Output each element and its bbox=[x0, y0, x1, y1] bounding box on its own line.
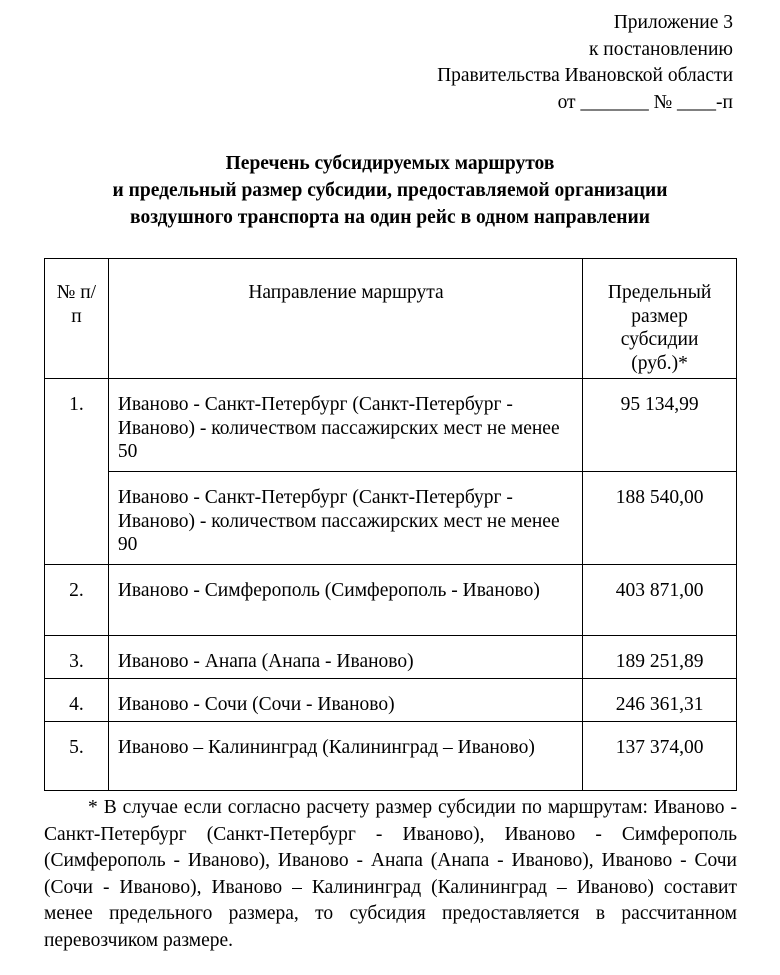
appendix-label: Приложение 3 bbox=[613, 12, 733, 33]
header-amount: Предельный размер субсидии (руб.)* bbox=[583, 259, 737, 379]
row-num: 3. bbox=[45, 636, 109, 679]
row-amount: 95 134,99 bbox=[583, 379, 737, 472]
table-row bbox=[45, 472, 737, 565]
routes-table bbox=[44, 258, 737, 791]
table-row bbox=[45, 636, 737, 679]
title-line-3: воздушного транспорта на один рейс в одном направлении bbox=[130, 207, 650, 228]
row-route: Иваново – Калининград (Калининград – Иваново) bbox=[108, 722, 582, 791]
document-title bbox=[0, 150, 780, 231]
title-line-2: и предельный размер субсидии, предоставляемой организации bbox=[112, 180, 668, 201]
footnote bbox=[44, 795, 737, 954]
row-amount: 246 361,31 bbox=[583, 679, 737, 722]
row-amount: 188 540,00 bbox=[583, 472, 737, 565]
row-amount: 137 374,00 bbox=[583, 722, 737, 791]
table-row bbox=[45, 722, 737, 791]
row-route: Иваново - Санкт-Петербург (Санкт-Петербург - Иваново) - количеством пассажирских мест не менее 90 bbox=[108, 472, 582, 565]
government-label: Правительства Ивановской области bbox=[437, 65, 733, 87]
row-route: Иваново - Сочи (Сочи - Иваново) bbox=[108, 679, 582, 722]
date-number-label: от _______ № ____-п bbox=[557, 92, 733, 114]
row-route: Иваново - Санкт-Петербург (Санкт-Петербург - Иваново) - количеством пассажирских мест не менее 50 bbox=[108, 379, 582, 472]
footnote-text: * В случае если согласно расчету размер субсидии по маршрутам: Иваново - Санкт-Петербург (Санкт-Петербург - Иваново), Иваново - Симферополь (Симферополь - Иваново), Иваново - Анапа (Анапа - Иваново), Иваново - Сочи (Сочи - Иваново), Иваново – Калининград (Калининград – Иваново) составит менее предельного размера, то субсидия предоставляется в рассчитанном перевозчиком размере. bbox=[44, 797, 737, 951]
table-row bbox=[45, 565, 737, 636]
table-header-row bbox=[45, 259, 737, 379]
resolution-label: к постановлению bbox=[588, 38, 733, 60]
row-num: 5. bbox=[45, 722, 109, 791]
row-num: 1. bbox=[45, 379, 109, 565]
table-row bbox=[45, 379, 737, 472]
row-amount: 189 251,89 bbox=[583, 636, 737, 679]
header-route: Направление маршрута bbox=[108, 259, 582, 379]
title-line-1: Перечень субсидируемых маршрутов bbox=[225, 153, 555, 174]
table-row bbox=[45, 679, 737, 722]
row-num: 2. bbox=[45, 565, 109, 636]
row-amount: 403 871,00 bbox=[583, 565, 737, 636]
row-route: Иваново - Анапа (Анапа - Иваново) bbox=[108, 636, 582, 679]
row-num: 4. bbox=[45, 679, 109, 722]
document-header bbox=[437, 10, 733, 117]
header-num: № п/п bbox=[45, 259, 109, 379]
row-route: Иваново - Симферополь (Симферополь - Иваново) bbox=[108, 565, 582, 636]
